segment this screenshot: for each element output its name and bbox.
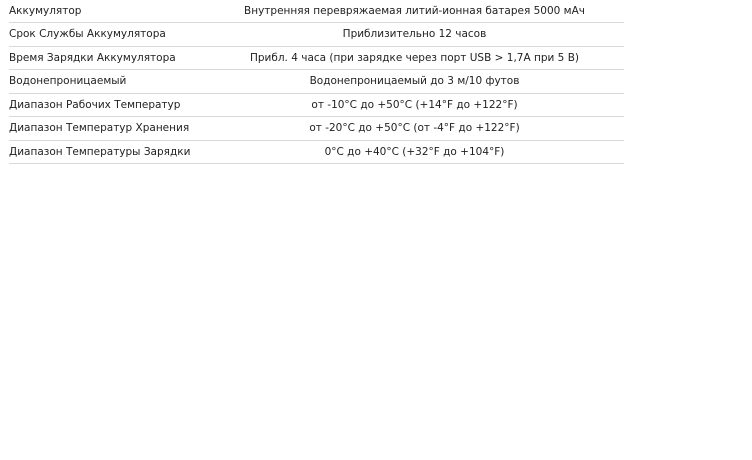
spec-value: Приблизительно 12 часов [205,23,624,47]
table-row [9,117,624,141]
spec-value: Водонепроницаемый до 3 м/10 футов [205,70,624,94]
spec-value: 0°C до +40°C (+32°F до +104°F) [205,140,624,164]
spec-value: от -20°C до +50°C (от -4°F до +122°F) [205,117,624,141]
table-row [9,23,624,47]
spec-label: Срок Службы Аккумулятора [9,23,205,47]
spec-label: Водонепроницаемый [9,70,205,94]
spec-value: Прибл. 4 часа (при зарядке через порт USB > 1,7A при 5 В) [205,46,624,70]
spec-label: Диапазон Температур Хранения [9,117,205,141]
spec-value: от -10°C до +50°C (+14°F до +122°F) [205,93,624,117]
spec-label: Аккумулятор [9,0,205,23]
spec-label: Диапазон Температуры Зарядки [9,140,205,164]
spec-value: Внутренняя перевряжаемая литий-ионная батарея 5000 мАч [205,0,624,23]
spec-label: Время Зарядки Аккумулятора [9,46,205,70]
table-row [9,70,624,94]
spec-label: Диапазон Рабочих Температур [9,93,205,117]
table-row [9,140,624,164]
table-row [9,93,624,117]
table-row [9,46,624,70]
battery-spec-table [9,0,624,164]
table-row [9,0,624,23]
